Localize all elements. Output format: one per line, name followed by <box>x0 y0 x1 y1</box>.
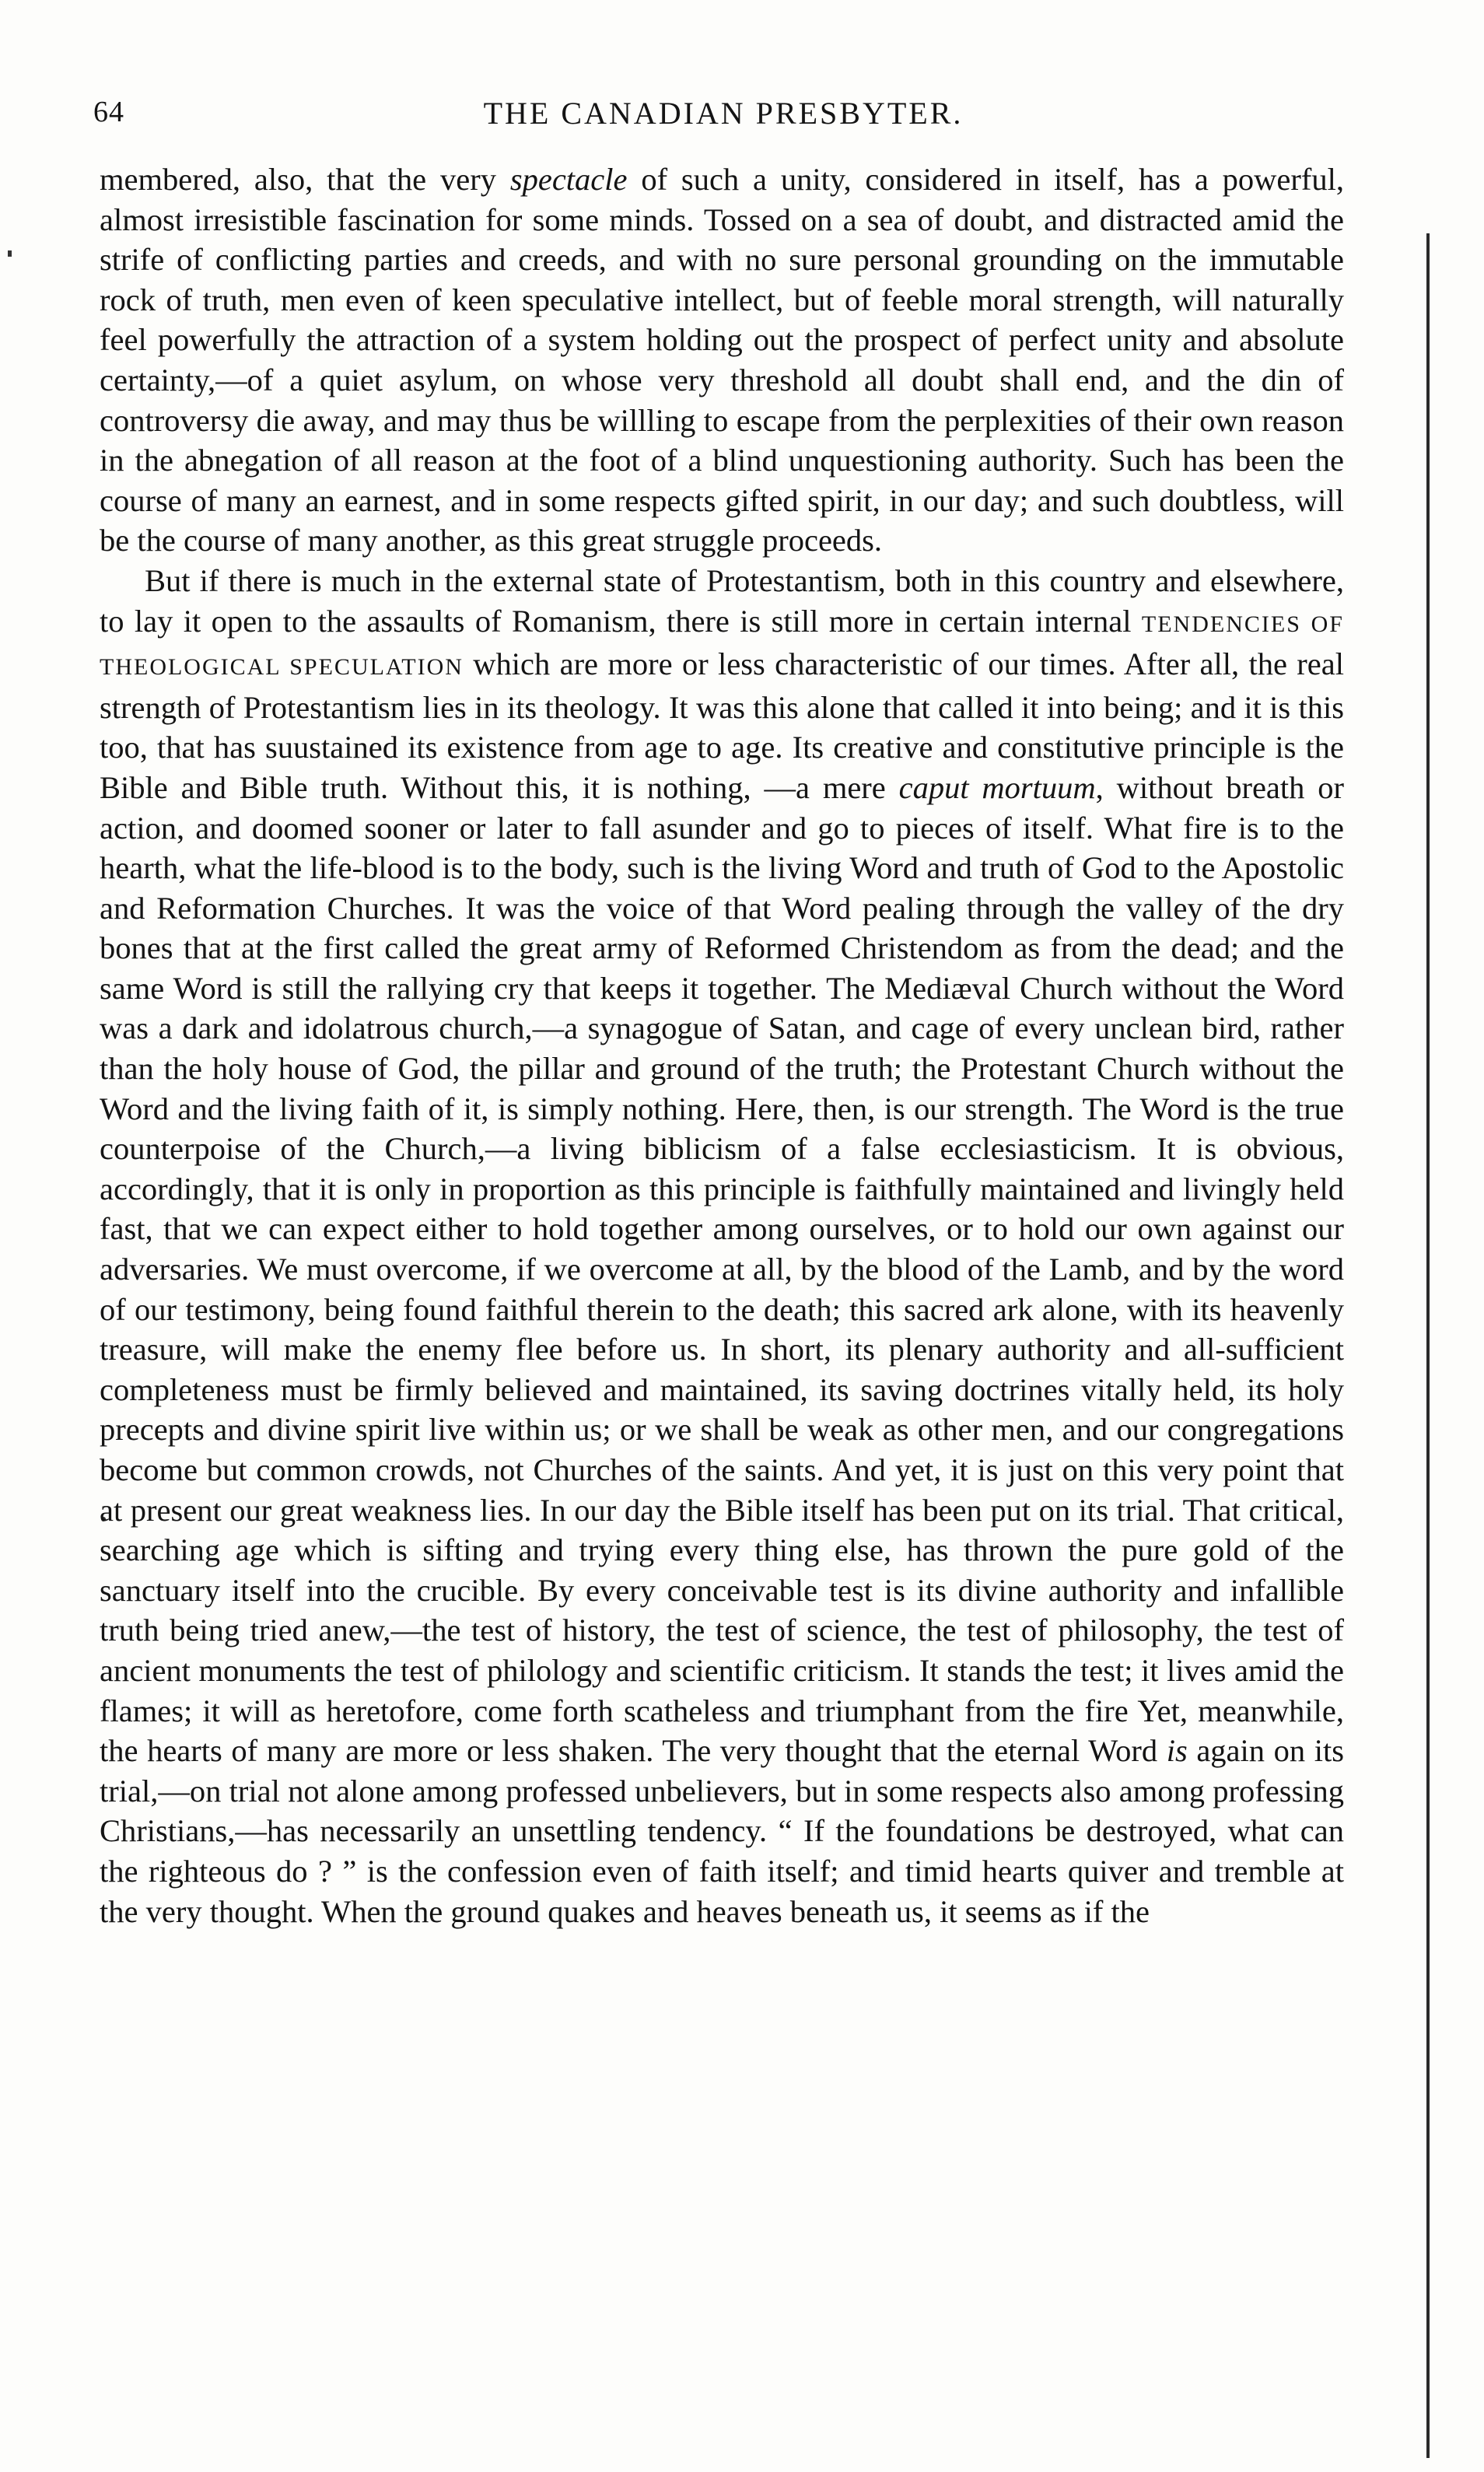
running-head <box>93 95 1353 142</box>
emphasis-caput-mortuum: caput mortuum <box>898 769 1096 805</box>
paragraph-2-text-b: which are more or less characteristic of our times. After all, the real strength of Protestantism lies in its theology. It was this alone that called it into being; and it is this too, that has suustained its existence from age to age. Its creative and constitutive principle is the Bible and Bible truth. Without this, it is nothing, —a mere <box>100 646 1344 805</box>
paragraph-2-text-c: , without breath or action, and doomed sooner or later to fall asunder and go to pieces of itself. What fire is to the hearth, what the life-blood is to the body, such is the living Word and truth of God to the Apostolic and Reformation Churches. It was the voice of that Word pealing through the valley of the dry bones that at the first called the great army of Reformed Christendom as from the dead; and the same Word is still the rallying cry that keeps it together. The Mediæval Church without the Word was a dark and idolatrous church,—a synagogue of Satan, and cage of every unclean bird, rather than the holy house of God, the pillar and ground of the truth; the Protestant Church without the Word and the living faith of it, is simply nothing. Here, then, is our strength. The Word is the true counterpoise of the Church,—a living biblicism of a false ecclesiasticism. It is obvious, accordingly, that it is only in proportion as this principle is faithfully maintained and livingly held fast, that we can expect either to hold together among ourselves, or to hold our own against our adversaries. We must overcome, if we overcome at all, by the blood of the Lamb, and by the word of our testimony, being found faithful therein to the death; this sacred ark alone, with its heavenly treasure, will make the enemy flee before us. In short, its plenary authority and all-sufficient completeness must be firmly believed and maintained, its saving doctrines vitally held, its holy precepts and divine spirit live within us; or we shall be weak as other men, and our congregations become but common crowds, not Churches of the saints. And yet, it is just on this very point that at present our great weakness lies. In our day the Bible itself has been put on its trial. That critical, searching age which is sifting and trying every thing else, has thrown the pure gold of the sanctuary itself into the crucible. By every conceivable test is its divine authority and infallible truth being tried anew,—the test of history, the test of science, the test of philosophy, the test of ancient monuments the test of philology and scientific criticism. It stands the test; it lives amid the flames; it will as heretofore, come forth scatheless and triumphant from the fire Yet, meanwhile, the hearts of many are more or less shaken. The very thought that the eternal Word <box>100 769 1344 1769</box>
margin-rule <box>1426 233 1430 2458</box>
small-caps-phrase: TENDENCIES OF THEOLOGICAL SPECULATION <box>100 611 1344 681</box>
page-number: 64 <box>93 96 124 128</box>
paragraph-2-text-d: again on its trial,—on trial not alone among professed unbelievers, but in some respects also among professing Christians,—has necessarily an unsettling tendency. “ If the foundations be destroyed, what can the righteous do ? ” is the confession even of faith itself; and timid hearts quiver and tremble at the very thought. When the ground quakes and heaves beneath us, it seems as if the <box>100 1733 1344 1929</box>
emphasis-is: is <box>1166 1733 1188 1769</box>
paragraph-1-text-b: of such a unity, considered in itself, has a powerful, almost irresistible fascination for some minds. Tossed on a sea of doubt, and distracted amid the strife of conflicting parties and creeds, and with no sure personal grounding on the immutable rock of truth, men even of keen speculative intellect, but of feeble moral strength, will naturally feel powerfully the attraction of a system holding out the prospect of perfect unity and absolute certainty,—of a quiet asylum, on whose very threshold all doubt shall end, and the din of controversy die away, and may thus be willling to escape from the perplexities of their own reason in the abnegation of all reason at the foot of a blind unquestioning authority. Such has been the course of many an earnest, and in some respects gifted spirit, in our day; and such doubtless, will be the course of many another, as this great struggle proceeds. <box>100 162 1344 558</box>
running-title: THE CANADIAN PRESBYTER. <box>483 96 964 131</box>
paragraph-1-text-a: membered, also, that the very <box>100 162 510 197</box>
emphasis-spectacle: spectacle <box>509 162 628 197</box>
margin-mark <box>8 250 12 257</box>
article-body <box>100 159 1344 1931</box>
paragraph-1 <box>100 159 1344 561</box>
paragraph-2 <box>100 561 1344 1931</box>
paragraph-2-text-a: But if there is much in the external state of Protestantism, both in this country and elsewhere, to lay it open to the assaults of Romanism, there is still more in certain internal <box>100 562 1344 639</box>
